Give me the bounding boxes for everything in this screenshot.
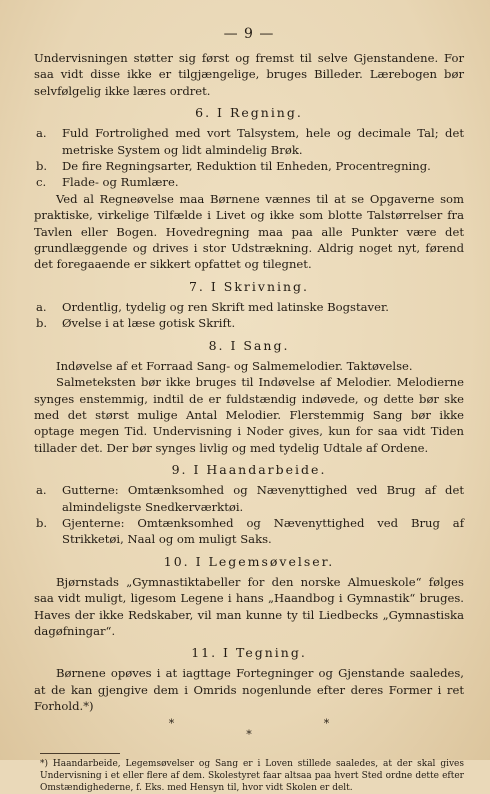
list-text: Ordentlig, tydelig og ren Skrift med latinske Bogstaver.: [62, 299, 389, 314]
list-marker: b.: [36, 515, 48, 530]
list-marker: a.: [36, 483, 47, 498]
footnote-rule: [40, 753, 120, 754]
list-text: Gutterne: Omtænksomhed og Nævenyttighed ved Brug af det almindeligste Snedkerværktøi.: [62, 483, 464, 514]
heading-haandarbeide: 9. I Haandarbeide.: [171, 462, 327, 478]
asterism-star: *: [246, 727, 252, 741]
list-text: Øvelse i at læse gotisk Skrift.: [62, 316, 236, 331]
list-marker: a.: [36, 126, 47, 141]
tegning-paragraph: Børnene opøves i at iagttage Fortegninger og Gjenstande saaledes, at de kan gjengive dem i Omrids nogenlunde efter deres Former i ret Forhold.*): [34, 666, 464, 714]
heading-legemsovelser: 10. I Legemsøvelser.: [163, 553, 335, 569]
legemsovelser-paragraph: Bjørnstads „Gymnastiktabeller for den norske Almueskole“ følges saa vidt muligt, ligesom Legene i hans „Haandbog i Gymnastik“ bruges. Haves der ikke Redskaber, vil man kunne ty til Liedbecks „Gymnastiska dagøfningar“.: [34, 574, 464, 638]
page-number: — 9 —: [223, 26, 275, 42]
list-item: [34, 174, 464, 190]
sang-paragraph-2: Salmeteksten bør ikke bruges til Indøvelse af Melodier. Melodierne synges enstemmig, indtil de er fuldstændig indøvede, og dette bør ske med det størst mulige Antal Melodier. Flerstemmig Sang bør ikke optage megen Tid. Undervisning i Noder gives, kun for saa vidt Tiden tillader det. Der bør synges livlig og med tydelig Udtale af Ordene.: [34, 375, 464, 455]
heading-regning: 6. I Regning.: [195, 105, 303, 121]
list-item: [34, 515, 464, 548]
list-marker: c.: [36, 175, 47, 190]
list-item: [34, 482, 464, 515]
list-item: [34, 125, 464, 158]
footnote: *) Haandarbeide, Legemsøvelser og Sang er i Loven stillede saaledes, at der skal gives Undervisning i et eller flere af dem. Skolestyret faar altsaa paa hvert Sted ordne dette efter Omstændighederne, f. Eks. med Hensyn til, hvor vidt Skolen er delt.: [40, 758, 464, 793]
list-marker: b.: [36, 316, 48, 331]
list-marker: b.: [36, 159, 48, 174]
heading-tegning: 11. I Tegning.: [191, 645, 307, 661]
sang-paragraph-1: Indøvelse af et Forraad Sang- og Salmemelodier. Taktøvelse.: [56, 358, 413, 373]
list-text: Flade- og Rumlære.: [62, 175, 179, 190]
regning-paragraph: Ved al Regneøvelse maa Børnene vænnes til at se Opgaverne som praktiske, virkelige Tilfælde i Livet og ikke som blotte Talstørrelser fra Tavlen eller Bogen. Hovedregning maa paa alle Punkter være det grundlæggende og drives i stor Udstrækning. Aldrig noget nyt, førend det foregaaende er sikkert opfattet og tilegnet.: [34, 191, 464, 272]
asterism-star: *: [323, 716, 330, 730]
list-text: De fire Regningsarter, Reduktion til Enheden, Procentregning.: [62, 159, 431, 174]
intro-paragraph: Undervisningen støtter sig først og fremst til selve Gjenstandene. For saa vidt disse ikke er tilgjængelige, bruges Billeder. Lærebogen bør selvfølgelig ikke læres ordret.: [34, 51, 464, 98]
list-marker: a.: [36, 299, 47, 314]
asterism-center: [94, 728, 404, 741]
list-text: Fuld Fortrolighed med vort Talsystem, hele og decimale Tal; det metriske System og lidt almindelig Brøk.: [62, 126, 464, 157]
heading-sang: 8. I Sang.: [208, 337, 290, 353]
list-item: [34, 299, 464, 315]
list-item: [34, 158, 464, 174]
asterism-star: *: [168, 716, 175, 730]
heading-skrivning: 7. I Skrivning.: [188, 278, 310, 294]
list-text: Gjenterne: Omtænksomhed og Nævenyttighed ved Brug af Strikketøi, Naal og om muligt Saks.: [62, 515, 464, 547]
list-item: [34, 315, 464, 331]
